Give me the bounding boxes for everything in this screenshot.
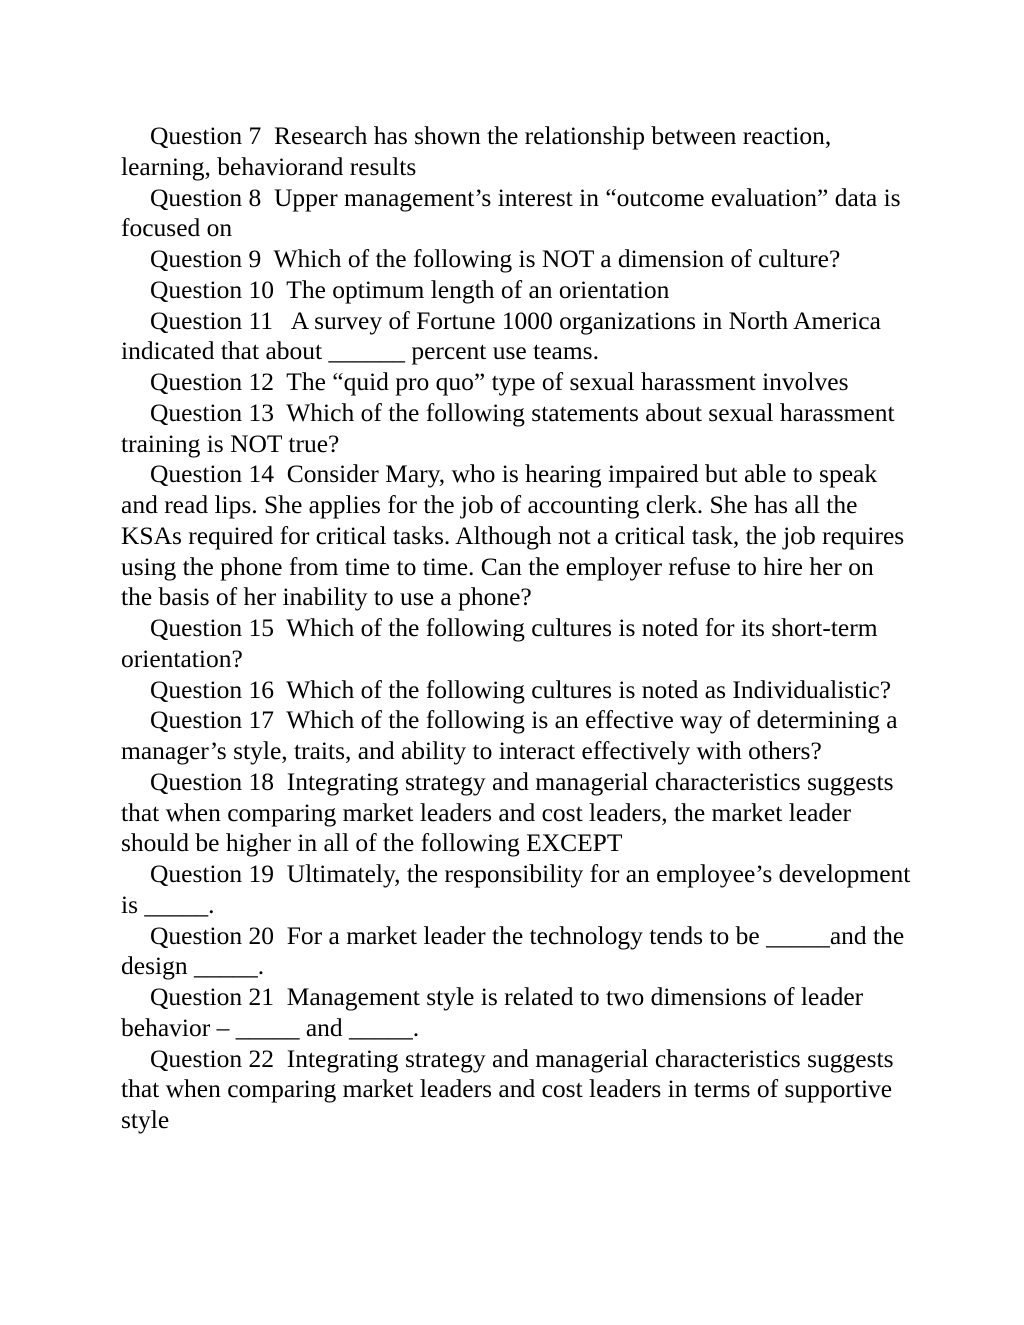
question-8: Question 8 Upper management’s interest in “outcome evaluation” data is focused on (121, 182, 907, 243)
question-10: Question 10 The optimum length of an orientation (150, 274, 670, 304)
question-19: Question 19 Ultimately, the responsibility for an employee’s development is _____. (121, 859, 917, 919)
question-14: Question 14 Consider Mary, who is hearing impaired but able to speak and read lips. She applies for the job of accounting clerk. She has all the KSAs required for critical tasks. Although not a critical task, the job requires using the phone from time to time. Can the employer refuse to hire her on the basis of her inability to use a phone? (121, 459, 911, 612)
question-22: Question 22 Integrating strategy and managerial characteristics suggests that when comparing market leaders and cost leaders in terms of supportive style (121, 1043, 900, 1134)
question-16: Question 16 Which of the following cultures is noted as Individualistic? (150, 674, 892, 704)
question-21: Question 21 Management style is related to two dimensions of leader behavior – _____ and _____. (121, 982, 870, 1042)
question-20: Question 20 For a market leader the technology tends to be _____and the design _____. (121, 920, 911, 981)
question-11: Question 11 A survey of Fortune 1000 organizations in North America indicated that about ______ percent use teams. (121, 305, 888, 366)
question-13: Question 13 Which of the following statements about sexual harassment training is NOT true? (121, 397, 901, 458)
question-12: Question 12 The “quid pro quo” type of sexual harassment involves (150, 367, 849, 396)
question-18: Question 18 Integrating strategy and managerial characteristics suggests that when comparing market leaders and cost leaders, the market leader should be higher in all of the following EXCEPT (121, 766, 900, 858)
question-15: Question 15 Which of the following cultures is noted for its short-term orientation? (121, 613, 884, 673)
document-page (121, 121, 917, 1136)
question-17: Question 17 Which of the following is an effective way of determining a manager’s style, traits, and ability to interact effectively with others? (121, 705, 904, 765)
question-9: Question 9 Which of the following is NOT a dimension of culture? (150, 244, 841, 273)
question-7: Question 7 Research has shown the relationship between reaction, learning, behaviorand results (121, 121, 838, 181)
